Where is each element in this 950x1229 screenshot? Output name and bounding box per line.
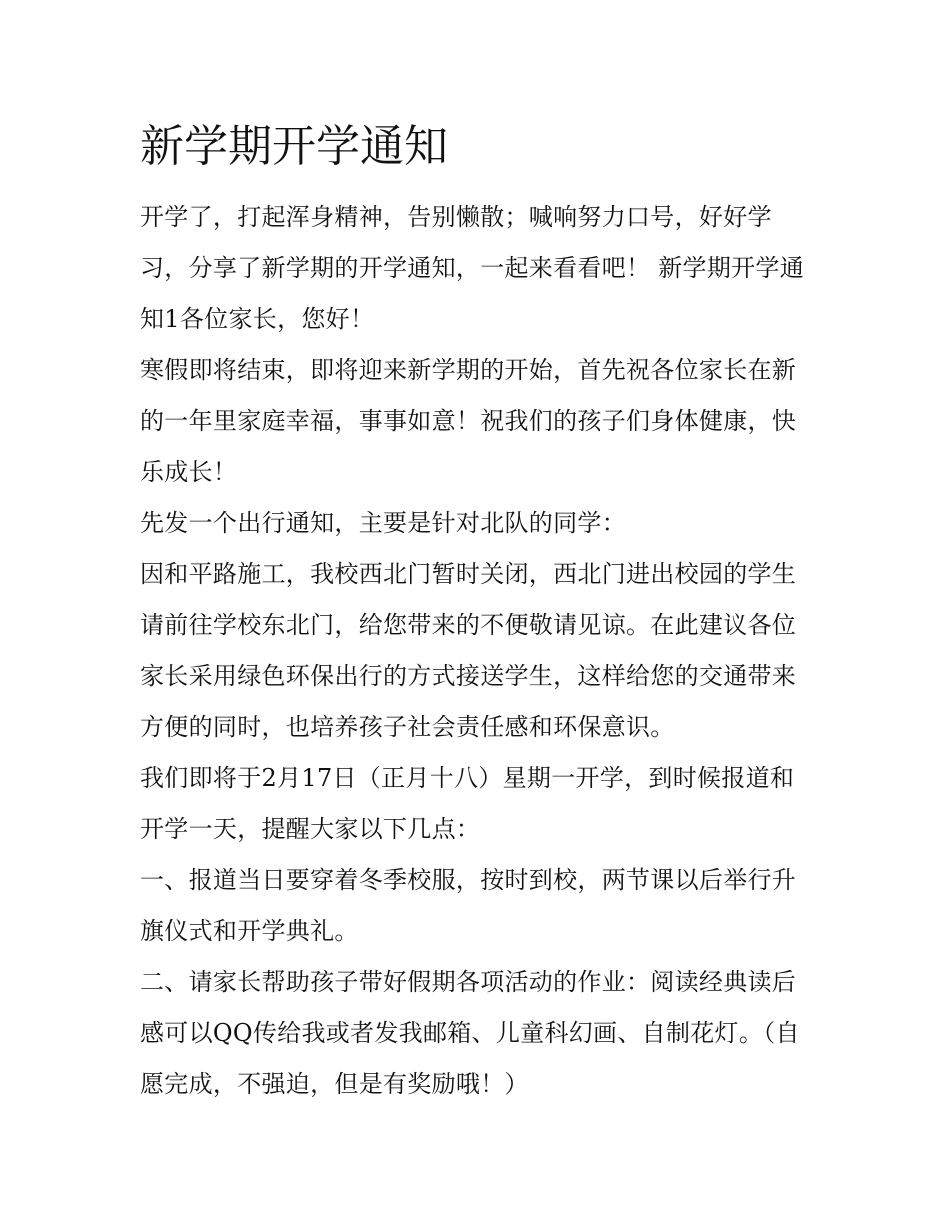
paragraph-greeting: 寒假即将结束，即将迎来新学期的开始，首先祝各位家长在新的一年里家庭幸福，事事如意！祝我们的孩子们身体健康，快乐成长！ <box>140 356 797 486</box>
paragraph-item-one: 一、报道当日要穿着冬季校服，按时到校，两节课以后举行升旗仪式和开学典礼。 <box>140 866 797 945</box>
paragraph-intro: 开学了，打起浑身精神，告别懒散；喊响努力口号，好好学习，分享了新学期的开学通知，一起来看看吧！ 新学期开学通知1各位家长，您好！ <box>140 203 805 333</box>
paragraph-item-two: 二、请家长帮助孩子带好假期各项活动的作业：阅读经典读后感可以QQ传给我或者发我邮箱、儿童科幻画、自制花灯。（自愿完成，不强迫，但是有奖励哦！） <box>140 968 800 1098</box>
document-body <box>140 112 815 1110</box>
paragraph-school-start: 我们即将于2月17日（正月十八）星期一开学，到时候报道和开学一天，提醒大家以下几点： <box>140 764 795 843</box>
paragraph-travel-notice: 因和平路施工，我校西北门暂时关闭，西北门进出校园的学生请前往学校东北门，给您带来的不便敬请见谅。在此建议各位家长采用绿色环保出行的方式接送学生，这样给您的交通带来方便的同时，也培养孩子社会责任感和环保意识。 <box>140 560 797 741</box>
page-title: 新学期开学通知 <box>140 121 448 172</box>
paragraph-travel-notice-heading: 先发一个出行通知，主要是针对北队的同学： <box>140 509 626 537</box>
